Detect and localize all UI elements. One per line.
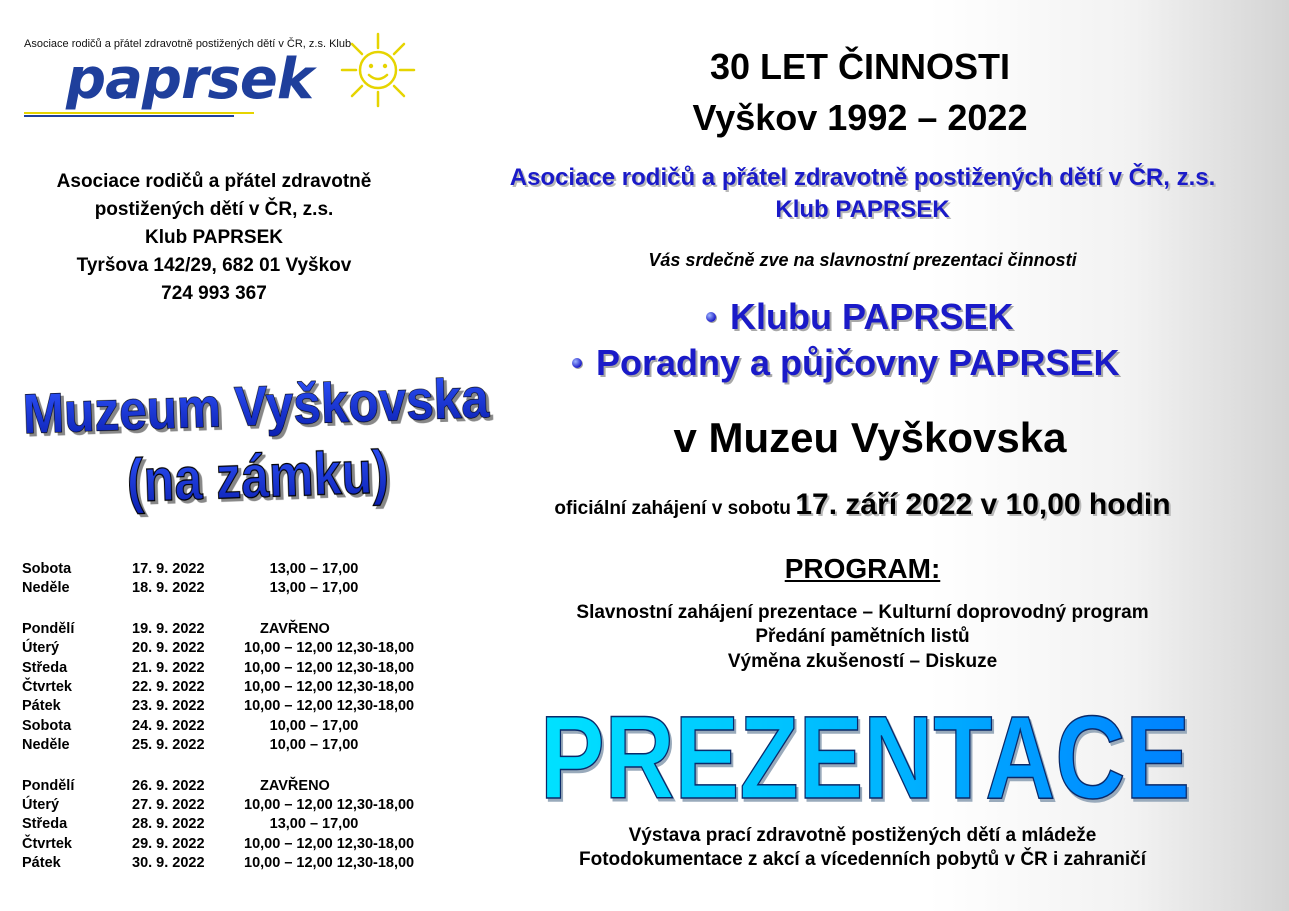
sun-icon <box>338 30 418 110</box>
bullet-item <box>706 296 1013 338</box>
schedule-row: Neděle 25. 9. 2022 10,00 – 17,00 <box>22 737 359 754</box>
schedule-row: Sobota 24. 9. 2022 10,00 – 17,00 <box>22 717 359 734</box>
schedule-row: Středa 28. 9. 2022 13,00 – 17,00 <box>22 816 359 833</box>
logo-underline-blue <box>24 115 234 117</box>
opening-prefix: oficiální zahájení v sobotu <box>554 498 791 519</box>
schedule-row: Sobota 17. 9. 2022 13,00 – 17,00 <box>22 561 359 577</box>
program-item: Slavnostní zahájení prezentace – Kulturní doprovodný program <box>576 602 1149 623</box>
schedule-row: Neděle 18. 9. 2022 13,00 – 17,00 <box>22 580 359 597</box>
opening-hours-schedule <box>22 560 414 873</box>
opening-datetime: 17. září 2022 v 10,00 hodin <box>795 488 1171 521</box>
schedule-row: Pondělí 26. 9. 2022 ZAVŘENO <box>22 777 330 794</box>
bullet-label: Poradny a půjčovny PAPRSEK <box>596 342 1120 383</box>
schedule-row: Úterý 20. 9. 2022 10,00 – 12,00 12,30-18,00 <box>22 640 415 657</box>
prezentace-wordart <box>520 692 1210 824</box>
bullet-label: Klubu PAPRSEK <box>730 296 1014 337</box>
prezentace-text: PREZENTACE <box>540 692 1190 824</box>
address-line-2: postižených dětí v ČR, z.s. <box>94 199 334 220</box>
organization-club: Klub PAPRSEK <box>775 196 950 223</box>
address-block <box>14 168 414 308</box>
page-title: 30 LET ČINNOSTI <box>709 46 1011 87</box>
address-line-1: Asociace rodičů a přátel zdravotně <box>56 171 372 192</box>
bullet-dot-icon <box>706 312 716 322</box>
museum-wordart <box>0 352 551 527</box>
program-heading <box>440 553 1285 585</box>
museum-line-1: Muzeum Vyškovska <box>21 363 551 446</box>
logo-wordmark: paprsek <box>66 47 314 112</box>
logo-association-text: Asociace rodičů a přátel zdravotně postižených dětí v ČR, z.s. Klub <box>24 38 352 50</box>
organization-name: Asociace rodičů a přátel zdravotně postižených dětí v ČR, z.s. <box>509 164 1216 191</box>
venue-heading: v Muzeu Vyškovska <box>673 414 1067 461</box>
program-heading-text: PROGRAM: <box>784 553 941 584</box>
schedule-row: Středa 21. 9. 2022 10,00 – 12,00 12,30-18,00 <box>22 659 415 676</box>
bullet-item <box>572 342 1119 384</box>
address-line-4: Tyršova 142/29, 682 01 Vyškov <box>76 255 352 276</box>
schedule-row: Čtvrtek 29. 9. 2022 10,00 – 12,00 12,30-18,00 <box>22 835 415 852</box>
exhibition-line: Fotodokumentace z akcí a vícedenních pobytů v ČR i zahraničí <box>579 849 1146 870</box>
schedule-row: Čtvrtek 22. 9. 2022 10,00 – 12,00 12,30-18,00 <box>22 678 415 695</box>
page-subtitle: Vyškov 1992 – 2022 <box>692 97 1028 138</box>
museum-line-2: (na zámku) <box>125 436 442 515</box>
bullet-dot-icon <box>572 358 582 368</box>
program-item: Výměna zkušeností – Diskuze <box>727 651 998 672</box>
logo-underline-yellow <box>24 112 254 114</box>
program-item: Předání pamětních listů <box>755 626 970 647</box>
opening-line <box>440 488 1285 522</box>
address-line-3: Klub PAPRSEK <box>145 227 283 248</box>
schedule-row: Pondělí 19. 9. 2022 ZAVŘENO <box>22 620 330 637</box>
address-phone: 724 993 367 <box>161 283 267 304</box>
schedule-row: Úterý 27. 9. 2022 10,00 – 12,00 12,30-18,00 <box>22 796 415 813</box>
schedule-row: Pátek 23. 9. 2022 10,00 – 12,00 12,30-18,00 <box>22 698 415 715</box>
schedule-row: Pátek 30. 9. 2022 10,00 – 12,00 12,30-18,00 <box>22 855 415 872</box>
invitation-text: Vás srdečně zve na slavnostní prezentaci činnosti <box>648 250 1077 270</box>
exhibition-line: Výstava prací zdravotně postižených dětí a mládeže <box>628 825 1097 846</box>
